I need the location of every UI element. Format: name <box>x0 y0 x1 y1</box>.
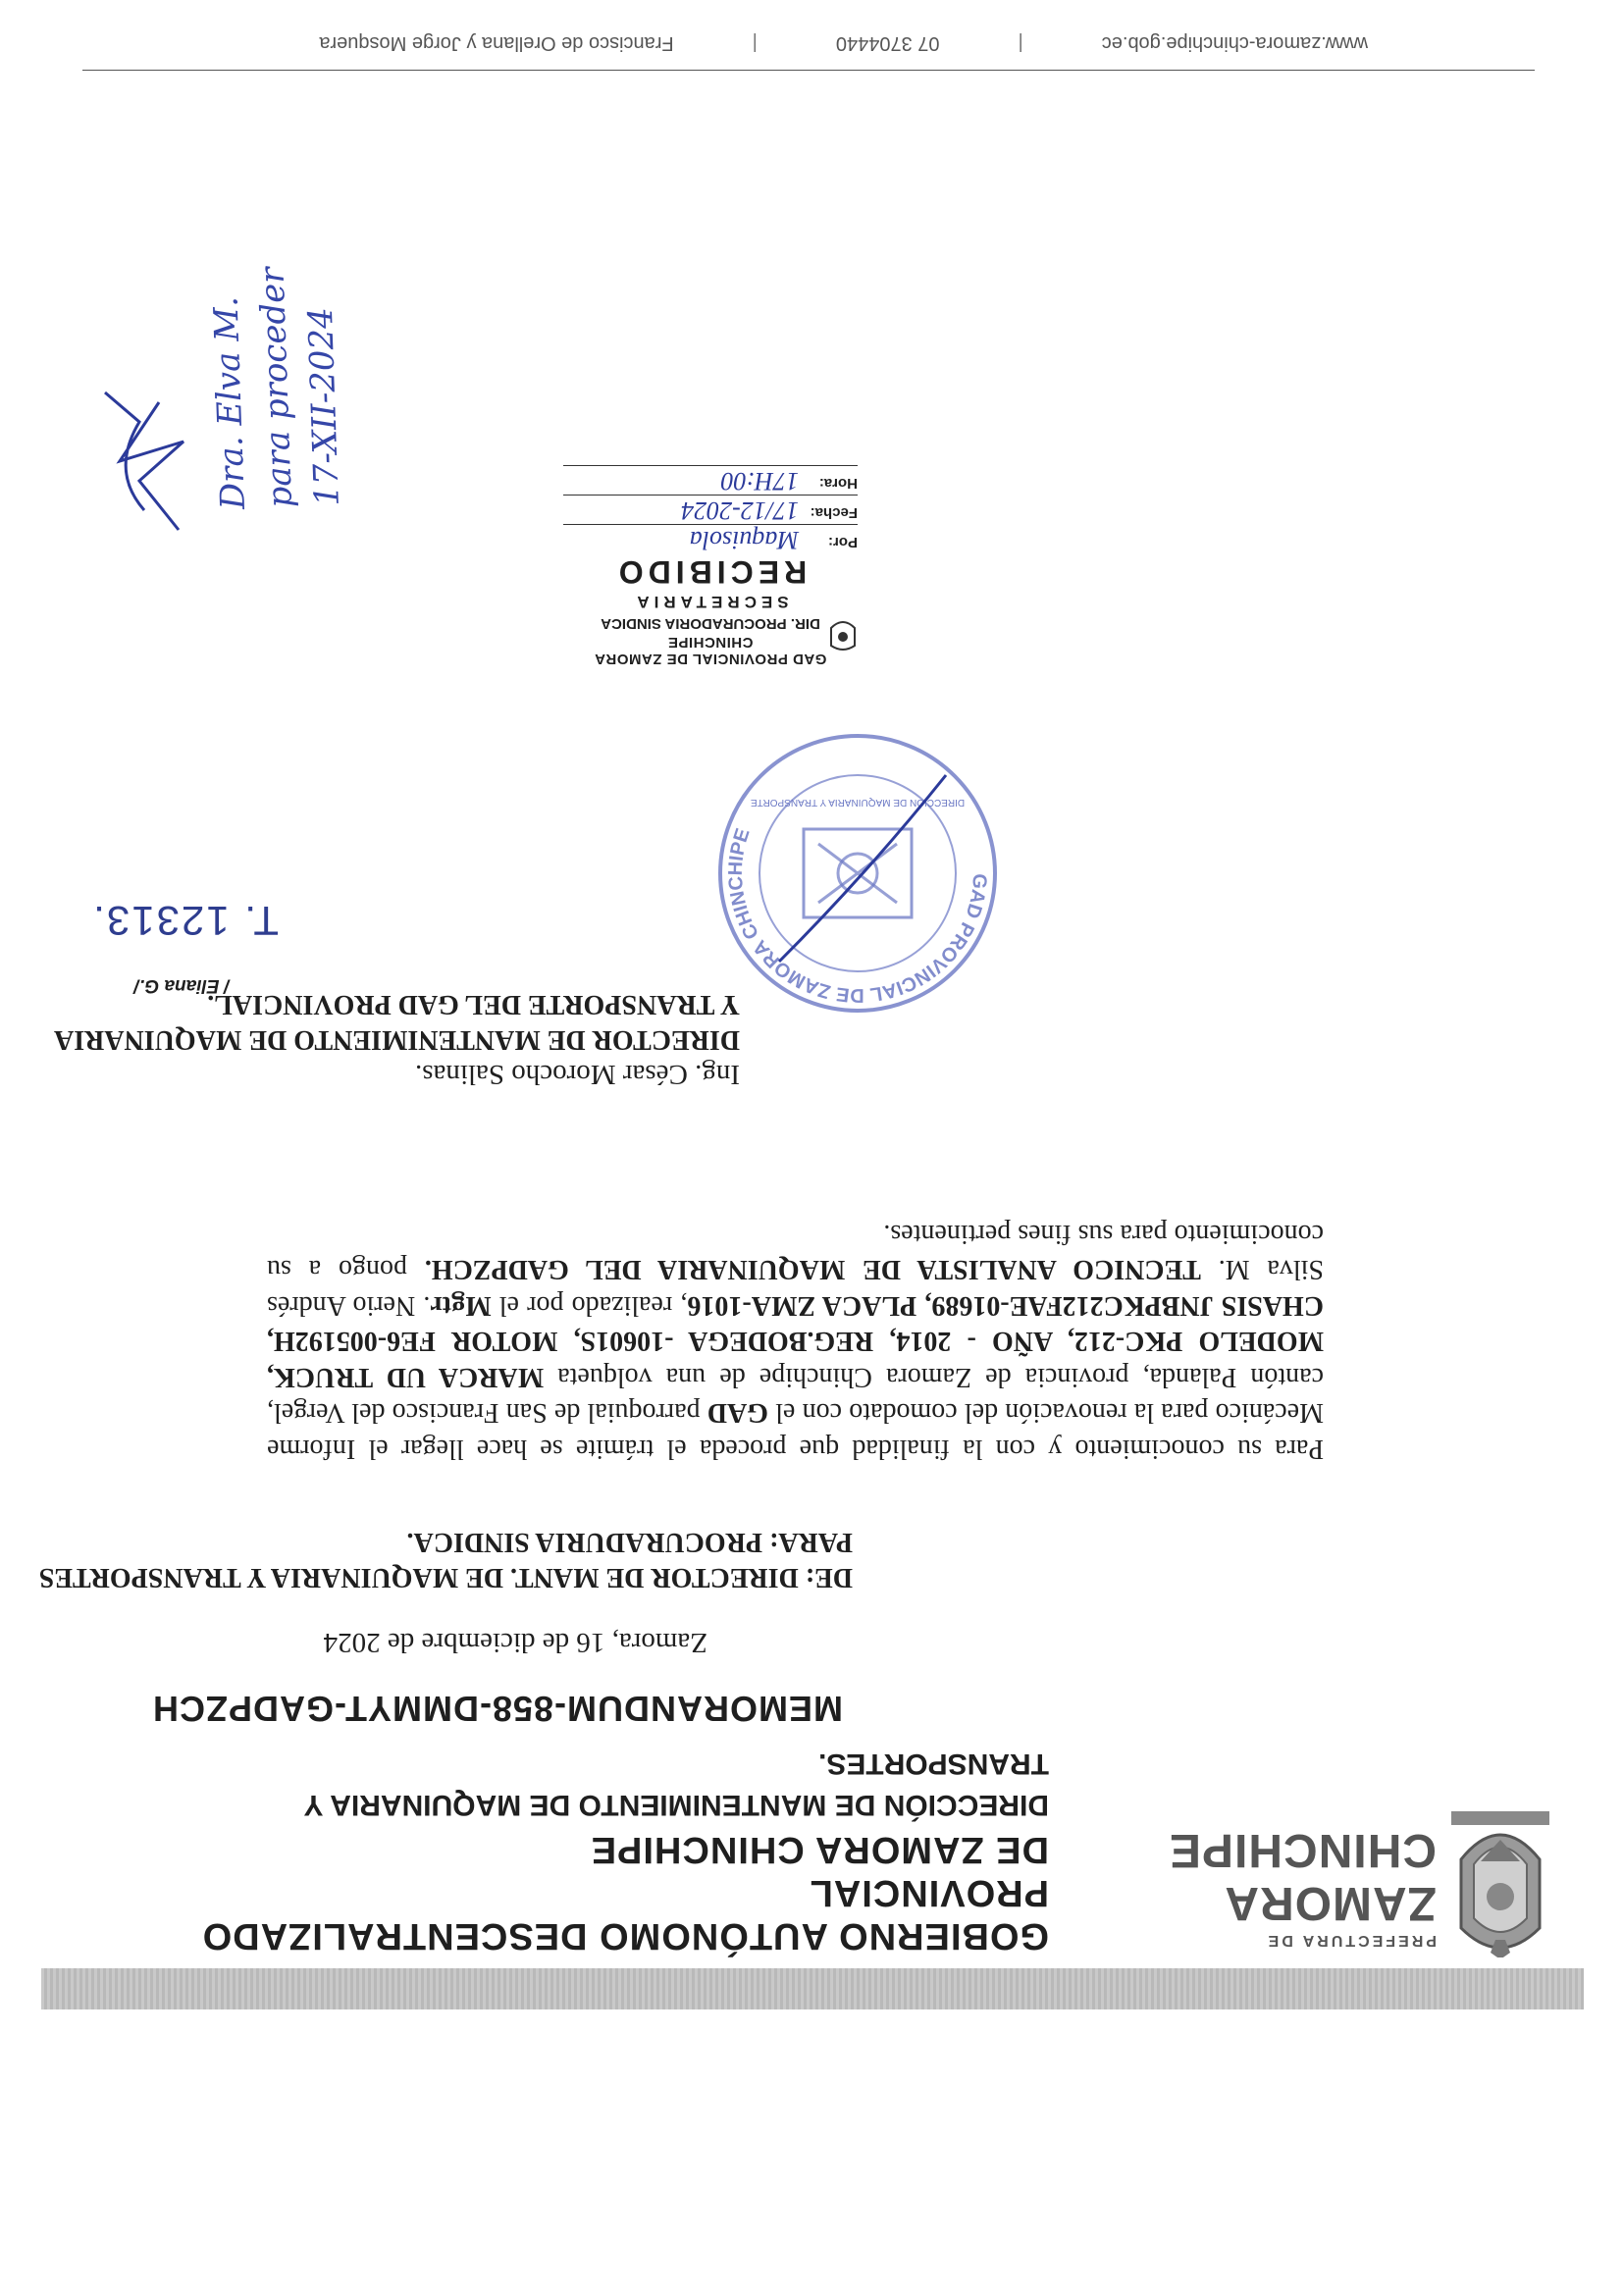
logo-small-text: PREFECTURA DE <box>1265 1932 1437 1949</box>
memo-body <box>267 1216 1324 1467</box>
footer-separator: | <box>752 32 758 54</box>
handnote-line1: Dra. Elva M. <box>206 295 253 510</box>
dept-name-line2: TRANSPORTES. <box>817 1748 1049 1780</box>
addressing-block <box>39 1524 853 1594</box>
logo-line2: CHINCHIPE <box>1168 1824 1437 1876</box>
received-fecha-label: Fecha: <box>810 504 858 521</box>
body-part3: , realizado por el <box>491 1290 688 1321</box>
institutional-seal-icon <box>710 726 1005 1020</box>
received-fecha-value: 17/12-2024 <box>681 496 799 525</box>
body-part1: Para su conocimiento y con la finalidad que proceda el trámite se hace llegar el Informe Mecánico para la renovación del comodato con el <box>267 1397 1324 1464</box>
received-por-label: Por: <box>828 534 858 550</box>
prefectura-logo <box>1093 1800 1554 1957</box>
stamp-emblem-icon <box>828 616 858 652</box>
memo-date: Zamora, 16 de diciembre de 2024 <box>323 1627 707 1658</box>
body-role: TECNICO ANALISTA DE MAQUINARIA DEL GADPZCH. <box>424 1254 1201 1285</box>
to-line: PARA: PROCURADURIA SINDICA. <box>406 1527 853 1557</box>
received-hora-label: Hora: <box>818 475 858 492</box>
received-fecha <box>563 495 858 525</box>
org-name-line1: GOBIERNO AUTÓNOMO DESCENTRALIZADO PROVINCIAL <box>201 1872 1049 1957</box>
body-vehicle: MARCA UD TRUCK, MODELO PKC-212, AÑO - 2014, REG.BODEGA -10601S, MOTOR FE6-005192H, CHASIS JNBPKC212FAE-01689, PLACA ZMA-1016 <box>267 1290 1324 1392</box>
signature-block <box>54 986 740 1092</box>
received-hora <box>563 465 858 496</box>
header-band <box>41 1968 1584 2009</box>
org-name-line2: DE ZAMORA CHINCHIPE <box>590 1829 1049 1870</box>
memo-number: MEMORANDUM-858-DMMYT-GADPZCH <box>152 1689 843 1729</box>
signer-role-line1: DIRECTOR DE MANTENIMIENTO DE MAQUINARIA <box>53 1024 740 1055</box>
received-por <box>563 524 858 554</box>
received-stamp <box>563 465 858 667</box>
footer-phone: 07 3704440 <box>835 32 940 54</box>
received-org: GAD PROVINCIAL DE ZAMORA CHINCHIPE <box>594 634 827 667</box>
from-line: DE: DIRECTOR DE MANT. DE MAQUINARIA Y TRANSPORTES <box>38 1562 853 1592</box>
seal-ring-text: GAD PROVINCIAL DE ZAMORA CHINCHIPE <box>724 825 991 1007</box>
received-dir: DIR. PROCURADORIA SINDICA <box>601 615 820 632</box>
signer-role-line2: Y TRANSPORTE DEL GAD PROVINCIAL. <box>207 989 740 1019</box>
handnote-line2: para proceder <box>252 266 300 509</box>
page-footer <box>92 31 1368 54</box>
typist-initials: / Eliana G./ <box>133 975 230 996</box>
document-header <box>58 1746 1049 1957</box>
body-mgtr: Mgtr <box>430 1290 492 1321</box>
logo-line1: ZAMORA <box>1224 1877 1437 1929</box>
handnote-line3: 17-XII-2024 <box>300 306 347 507</box>
body-gad: GAD <box>707 1397 769 1429</box>
footer-address: Francisco de Orellana y Jorge Mosquera <box>319 32 674 54</box>
footer-web: www.zamora-chinchipe.gob.ec <box>1101 32 1368 54</box>
seal-inner-text: DIRECCIÓN DE MAQUINARIA Y TRANSPORTE <box>750 797 966 808</box>
handwritten-signature-icon <box>90 383 198 549</box>
signer-name: Ing. César Morocho Salinas. <box>414 1059 740 1090</box>
tracking-number: T. 12313. <box>91 898 279 944</box>
body-part4: . Nerio Andrés Silva M. <box>267 1254 1324 1321</box>
body-part5: pongo a su conocimiento para sus fines pertinentes. <box>267 1219 1324 1285</box>
received-hora-value: 17H:00 <box>720 467 799 496</box>
received-por-value: Maquisola <box>689 526 799 554</box>
dept-name-line1: DIRECCIÓN DE MANTENIMIENTO DE MAQUINARIA Y <box>303 1789 1049 1821</box>
received-title: RECIBIDO <box>613 554 808 590</box>
body-part2: parroquial de San Francisco del Vergel, cantón Palanda, provincia de Zamora Chinchipe de una volqueta <box>266 1362 1324 1429</box>
handwritten-note <box>201 252 347 510</box>
received-secretaria: SECRETARIA <box>632 593 789 611</box>
footer-divider <box>82 70 1535 71</box>
footer-separator: | <box>1018 32 1023 54</box>
coat-of-arms-icon <box>1446 1800 1554 1957</box>
